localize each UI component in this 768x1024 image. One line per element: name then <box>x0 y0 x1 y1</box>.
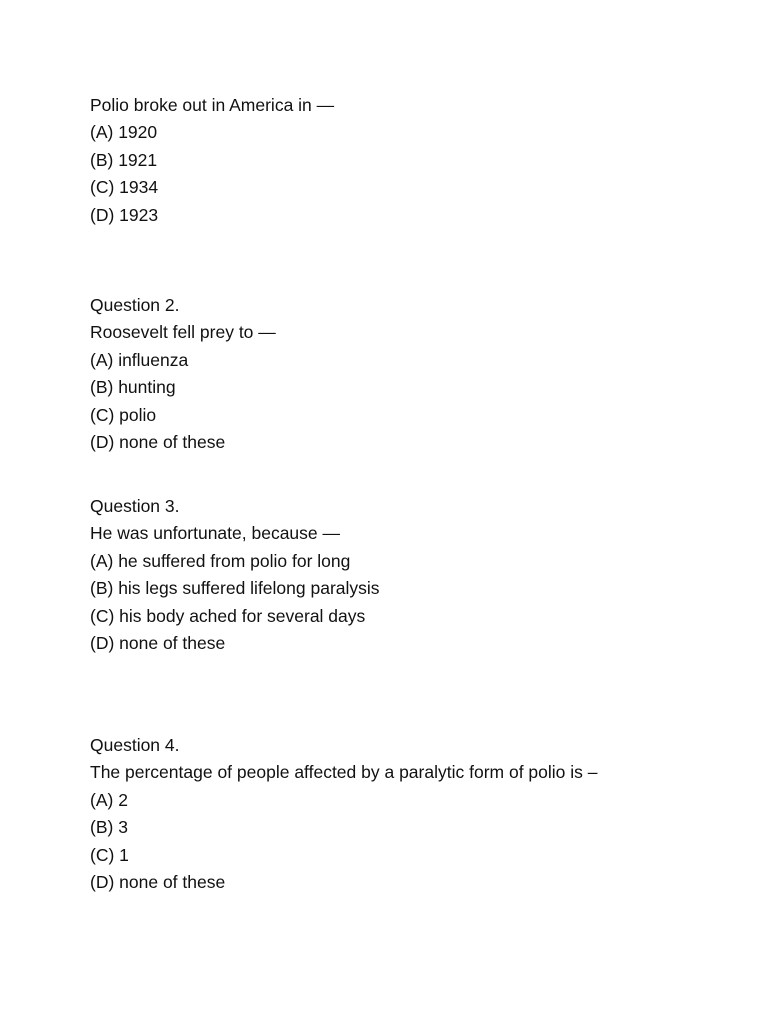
option-b: (B) his legs suffered lifelong paralysis <box>90 578 380 599</box>
question-label: Question 2. <box>90 295 180 315</box>
question-prompt: Polio broke out in America in — <box>90 95 335 115</box>
option-c: (C) polio <box>90 404 157 425</box>
option-b: (B) hunting <box>90 377 176 398</box>
option-a: (A) 2 <box>90 789 128 810</box>
option-b: (B) 1921 <box>90 149 158 170</box>
option-a: (A) influenza <box>90 349 189 370</box>
option-d: (D) none of these <box>90 633 226 654</box>
question-prompt: The percentage of people affected by a paralytic form of polio is – <box>90 762 598 783</box>
option-b: (B) 3 <box>90 817 128 838</box>
question-2 <box>90 292 730 456</box>
option-a: (A) 1920 <box>90 122 158 143</box>
option-a: (A) he suffered from polio for long <box>90 550 351 571</box>
option-c: (C) his body ached for several days <box>90 605 366 626</box>
option-d: (D) none of these <box>90 432 226 453</box>
option-d: (D) 1923 <box>90 204 159 225</box>
question-3 <box>90 493 730 657</box>
question-4 <box>90 732 730 896</box>
question-1 <box>90 92 730 229</box>
question-prompt: Roosevelt fell prey to — <box>90 322 276 343</box>
question-label: Question 3. <box>90 496 180 516</box>
question-prompt: He was unfortunate, because — <box>90 523 341 544</box>
question-label: Question 4. <box>90 735 180 755</box>
option-c: (C) 1934 <box>90 177 159 198</box>
option-d: (D) none of these <box>90 872 226 893</box>
option-c: (C) 1 <box>90 844 129 865</box>
